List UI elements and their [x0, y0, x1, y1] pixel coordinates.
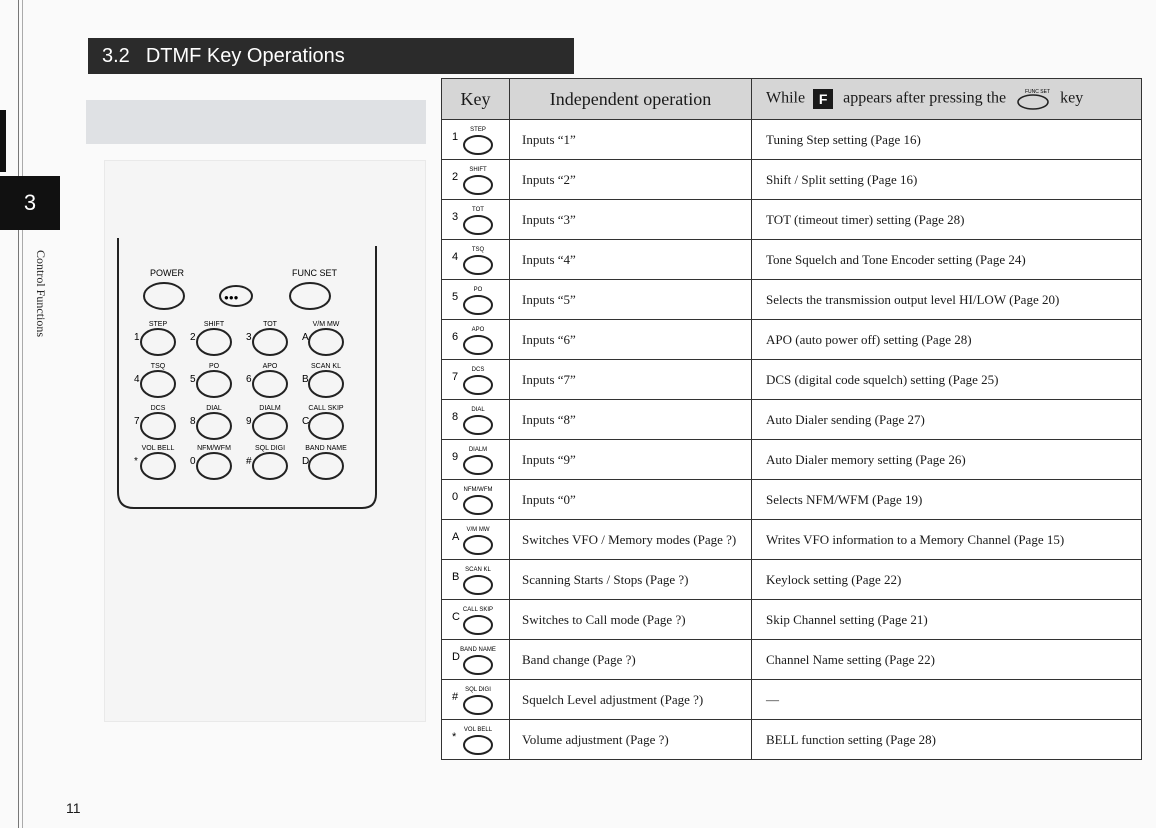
function-operation: Shift / Split setting (Page 16)	[752, 160, 1142, 200]
keypad-key-button	[253, 453, 287, 479]
keypad-key-button	[197, 453, 231, 479]
key-digit: 3	[452, 211, 459, 223]
independent-operation: Inputs “0”	[510, 480, 752, 520]
key-digit: 7	[452, 371, 459, 383]
key-function-label: SCAN KL	[465, 567, 491, 573]
key-cell	[442, 440, 510, 480]
independent-operation: Squelch Level adjustment (Page ?)	[510, 680, 752, 720]
key-cell	[442, 280, 510, 320]
keypad-key-digit: B	[302, 374, 309, 385]
section-number: 3.2	[102, 44, 130, 67]
independent-operation: Inputs “9”	[510, 440, 752, 480]
keypad-key-digit: 4	[134, 374, 140, 385]
keypad-key-digit: 7	[134, 416, 140, 427]
keypad-key-label: SQL DIGI	[254, 445, 286, 452]
independent-operation: Inputs “8”	[510, 400, 752, 440]
function-operation: APO (auto power off) setting (Page 28)	[752, 320, 1142, 360]
keypad-key-label: PO	[208, 363, 220, 370]
key-function-label: SHIFT	[469, 167, 487, 173]
keypad-key-digit: 3	[246, 332, 252, 343]
independent-operation: Scanning Starts / Stops (Page ?)	[510, 560, 752, 600]
key-button-icon	[448, 522, 504, 557]
keypad-key-button	[141, 371, 175, 397]
table-row	[442, 360, 1142, 400]
key-digit: C	[452, 611, 460, 623]
function-operation: Auto Dialer memory setting (Page 26)	[752, 440, 1142, 480]
key-function-label: TSQ	[471, 247, 485, 253]
independent-operation: Inputs “7”	[510, 360, 752, 400]
table-row	[442, 400, 1142, 440]
f-indicator-icon: F	[813, 89, 833, 109]
key-cell	[442, 640, 510, 680]
independent-operation: Inputs “3”	[510, 200, 752, 240]
keypad-key-digit: 6	[246, 374, 252, 385]
key-function-label: NFM/WFM	[463, 487, 493, 493]
function-operation: Tuning Step setting (Page 16)	[752, 120, 1142, 160]
function-operation: Selects NFM/WFM (Page 19)	[752, 480, 1142, 520]
function-operation: Channel Name setting (Page 22)	[752, 640, 1142, 680]
bleed-through-bar	[86, 100, 426, 144]
function-operation: Auto Dialer sending (Page 27)	[752, 400, 1142, 440]
table-row	[442, 640, 1142, 680]
keypad-key-label: VOL BELL	[141, 445, 175, 452]
key-button-icon	[448, 602, 504, 637]
keypad-key-digit: 9	[246, 416, 252, 427]
key-cell	[442, 600, 510, 640]
key-function-label: BAND NAME	[460, 647, 496, 653]
keypad-illustration	[114, 236, 378, 510]
keypad-key-button	[253, 371, 287, 397]
function-operation: —	[752, 680, 1142, 720]
function-operation: TOT (timeout timer) setting (Page 28)	[752, 200, 1142, 240]
key-button-icon	[448, 162, 504, 197]
keypad-key-label: NFM/WFM	[197, 445, 231, 452]
keypad-key-button	[253, 329, 287, 355]
keypad-key-label: TOT	[263, 321, 277, 328]
keypad-key-button	[309, 413, 343, 439]
header-key: Key	[442, 79, 510, 120]
independent-operation: Band change (Page ?)	[510, 640, 752, 680]
table-row	[442, 280, 1142, 320]
key-cell	[442, 200, 510, 240]
keypad-key-button	[253, 413, 287, 439]
keypad-key-button	[141, 453, 175, 479]
key-function-label: PO	[473, 287, 483, 293]
key-digit: 2	[452, 171, 459, 183]
header-while-prefix: While	[766, 89, 806, 107]
keypad-key-label: APO	[262, 363, 278, 370]
keypad-key-label: SHIFT	[203, 321, 225, 328]
key-digit: 5	[452, 291, 459, 303]
key-digit: 4	[452, 251, 459, 263]
keypad-key-label: DCS	[150, 405, 166, 412]
key-cell	[442, 520, 510, 560]
keypad-key-button	[197, 329, 231, 355]
key-button-icon	[448, 562, 504, 597]
table-row	[442, 320, 1142, 360]
key-function-label: DIALM	[468, 447, 488, 453]
function-operation: Skip Channel setting (Page 21)	[752, 600, 1142, 640]
header-independent: Independent operation	[510, 79, 752, 120]
independent-operation: Switches VFO / Memory modes (Page ?)	[510, 520, 752, 560]
keypad-key-digit: C	[302, 416, 310, 427]
func-set-key-icon	[1014, 87, 1052, 111]
table-row	[442, 680, 1142, 720]
keypad-key-digit: 0	[190, 456, 196, 467]
table-row	[442, 120, 1142, 160]
function-operation: Selects the transmission output level HI/LOW (Page 20)	[752, 280, 1142, 320]
key-button-icon	[448, 722, 504, 757]
key-button-icon	[448, 682, 504, 717]
keypad-key-digit: D	[302, 456, 310, 467]
keypad-key-label: V/M MW	[312, 321, 340, 328]
key-cell	[442, 680, 510, 720]
table-row	[442, 240, 1142, 280]
table-row	[442, 720, 1142, 760]
key-digit: *	[452, 731, 457, 743]
table-row	[442, 440, 1142, 480]
key-digit: 0	[452, 491, 459, 503]
table-row	[442, 480, 1142, 520]
function-operation: Writes VFO information to a Memory Channel (Page 15)	[752, 520, 1142, 560]
keypad-key-label: SCAN KL	[311, 363, 341, 370]
key-digit: 8	[452, 411, 459, 423]
independent-operation: Inputs “4”	[510, 240, 752, 280]
power-button	[144, 283, 184, 309]
keypad-key-digit: A	[302, 332, 309, 343]
independent-operation: Inputs “6”	[510, 320, 752, 360]
key-button-icon	[448, 322, 504, 357]
page-number: 11	[66, 800, 81, 816]
key-cell	[442, 240, 510, 280]
table-row	[442, 200, 1142, 240]
keypad-key-label: STEP	[148, 321, 168, 328]
section-title: DTMF Key Operations	[145, 44, 345, 67]
key-digit: D	[452, 651, 460, 663]
key-function-label: APO	[471, 327, 485, 333]
key-function-label: STEP	[470, 127, 486, 133]
keypad-key-button	[309, 371, 343, 397]
table-row	[442, 160, 1142, 200]
table-row	[442, 560, 1142, 600]
key-digit: 6	[452, 331, 459, 343]
key-function-label: DCS	[471, 367, 485, 373]
key-digit: 1	[452, 131, 459, 143]
table-row	[442, 520, 1142, 560]
key-button-icon	[448, 242, 504, 277]
section-header	[88, 38, 574, 74]
key-digit: A	[452, 531, 460, 543]
function-operation: BELL function setting (Page 28)	[752, 720, 1142, 760]
margin-rule-inner	[22, 0, 23, 828]
margin-rule	[18, 0, 19, 828]
function-operation: DCS (digital code squelch) setting (Page 25)	[752, 360, 1142, 400]
key-button-icon	[448, 362, 504, 397]
keypad-key-digit: 2	[190, 332, 196, 343]
key-cell	[442, 320, 510, 360]
header-while-function	[752, 79, 1142, 120]
chapter-number: 3	[0, 176, 60, 230]
key-cell	[442, 560, 510, 600]
key-cell	[442, 720, 510, 760]
keypad-power-label: POWER	[150, 268, 185, 278]
key-digit: #	[452, 691, 459, 703]
independent-operation: Inputs “2”	[510, 160, 752, 200]
key-function-label: VOL BELL	[463, 727, 493, 733]
key-button-icon	[448, 282, 504, 317]
keypad-key-button	[309, 329, 343, 355]
func-set-button	[290, 283, 330, 309]
keypad-key-label: BAND NAME	[305, 445, 347, 452]
func-set-key-label: FUNC SET	[1025, 89, 1051, 95]
chapter-label: Control Functions	[34, 250, 48, 338]
key-function-label: TOT	[472, 207, 484, 213]
key-function-label: DIAL	[471, 407, 485, 413]
key-button-icon	[448, 402, 504, 437]
key-button-icon	[448, 122, 504, 157]
key-cell	[442, 120, 510, 160]
key-function-label: V/M MW	[466, 527, 490, 533]
keypad-key-button	[197, 413, 231, 439]
key-cell	[442, 160, 510, 200]
chapter-tab-mark	[0, 110, 6, 172]
key-button-icon	[448, 482, 504, 517]
keypad-key-label: CALL SKIP	[308, 405, 344, 412]
keypad-key-label: DIALM	[259, 405, 281, 412]
dtmf-key-table	[441, 78, 1142, 760]
key-digit: B	[452, 571, 460, 583]
function-operation: Tone Squelch and Tone Encoder setting (Page 24)	[752, 240, 1142, 280]
keypad-func-set-label: FUNC SET	[292, 268, 337, 278]
table-header-row	[442, 79, 1142, 120]
key-digit: 9	[452, 451, 459, 463]
key-cell	[442, 480, 510, 520]
keypad-key-digit: 1	[134, 332, 140, 343]
keypad-key-digit: 5	[190, 374, 196, 385]
header-while-end: key	[1060, 89, 1084, 107]
key-cell	[442, 400, 510, 440]
keypad-key-button	[309, 453, 343, 479]
key-function-label: SQL DIGI	[465, 687, 491, 693]
keypad-key-button	[141, 413, 175, 439]
key-button-icon	[448, 642, 504, 677]
function-operation: Keylock setting (Page 22)	[752, 560, 1142, 600]
table-row	[442, 600, 1142, 640]
keypad-key-button	[141, 329, 175, 355]
dots-label: ●●●	[224, 293, 239, 302]
keypad-key-label: DIAL	[206, 405, 222, 412]
independent-operation: Inputs “5”	[510, 280, 752, 320]
key-button-icon	[448, 202, 504, 237]
keypad-key-digit: *	[134, 456, 138, 467]
key-function-label: CALL SKIP	[462, 607, 494, 613]
key-cell	[442, 360, 510, 400]
keypad-key-button	[197, 371, 231, 397]
independent-operation: Switches to Call mode (Page ?)	[510, 600, 752, 640]
independent-operation: Volume adjustment (Page ?)	[510, 720, 752, 760]
key-button-icon	[448, 442, 504, 477]
header-while-suffix: appears after pressing the	[843, 89, 1007, 107]
independent-operation: Inputs “1”	[510, 120, 752, 160]
keypad-key-digit: 8	[190, 416, 196, 427]
keypad-key-digit: #	[246, 456, 252, 467]
keypad-key-label: TSQ	[150, 363, 166, 370]
